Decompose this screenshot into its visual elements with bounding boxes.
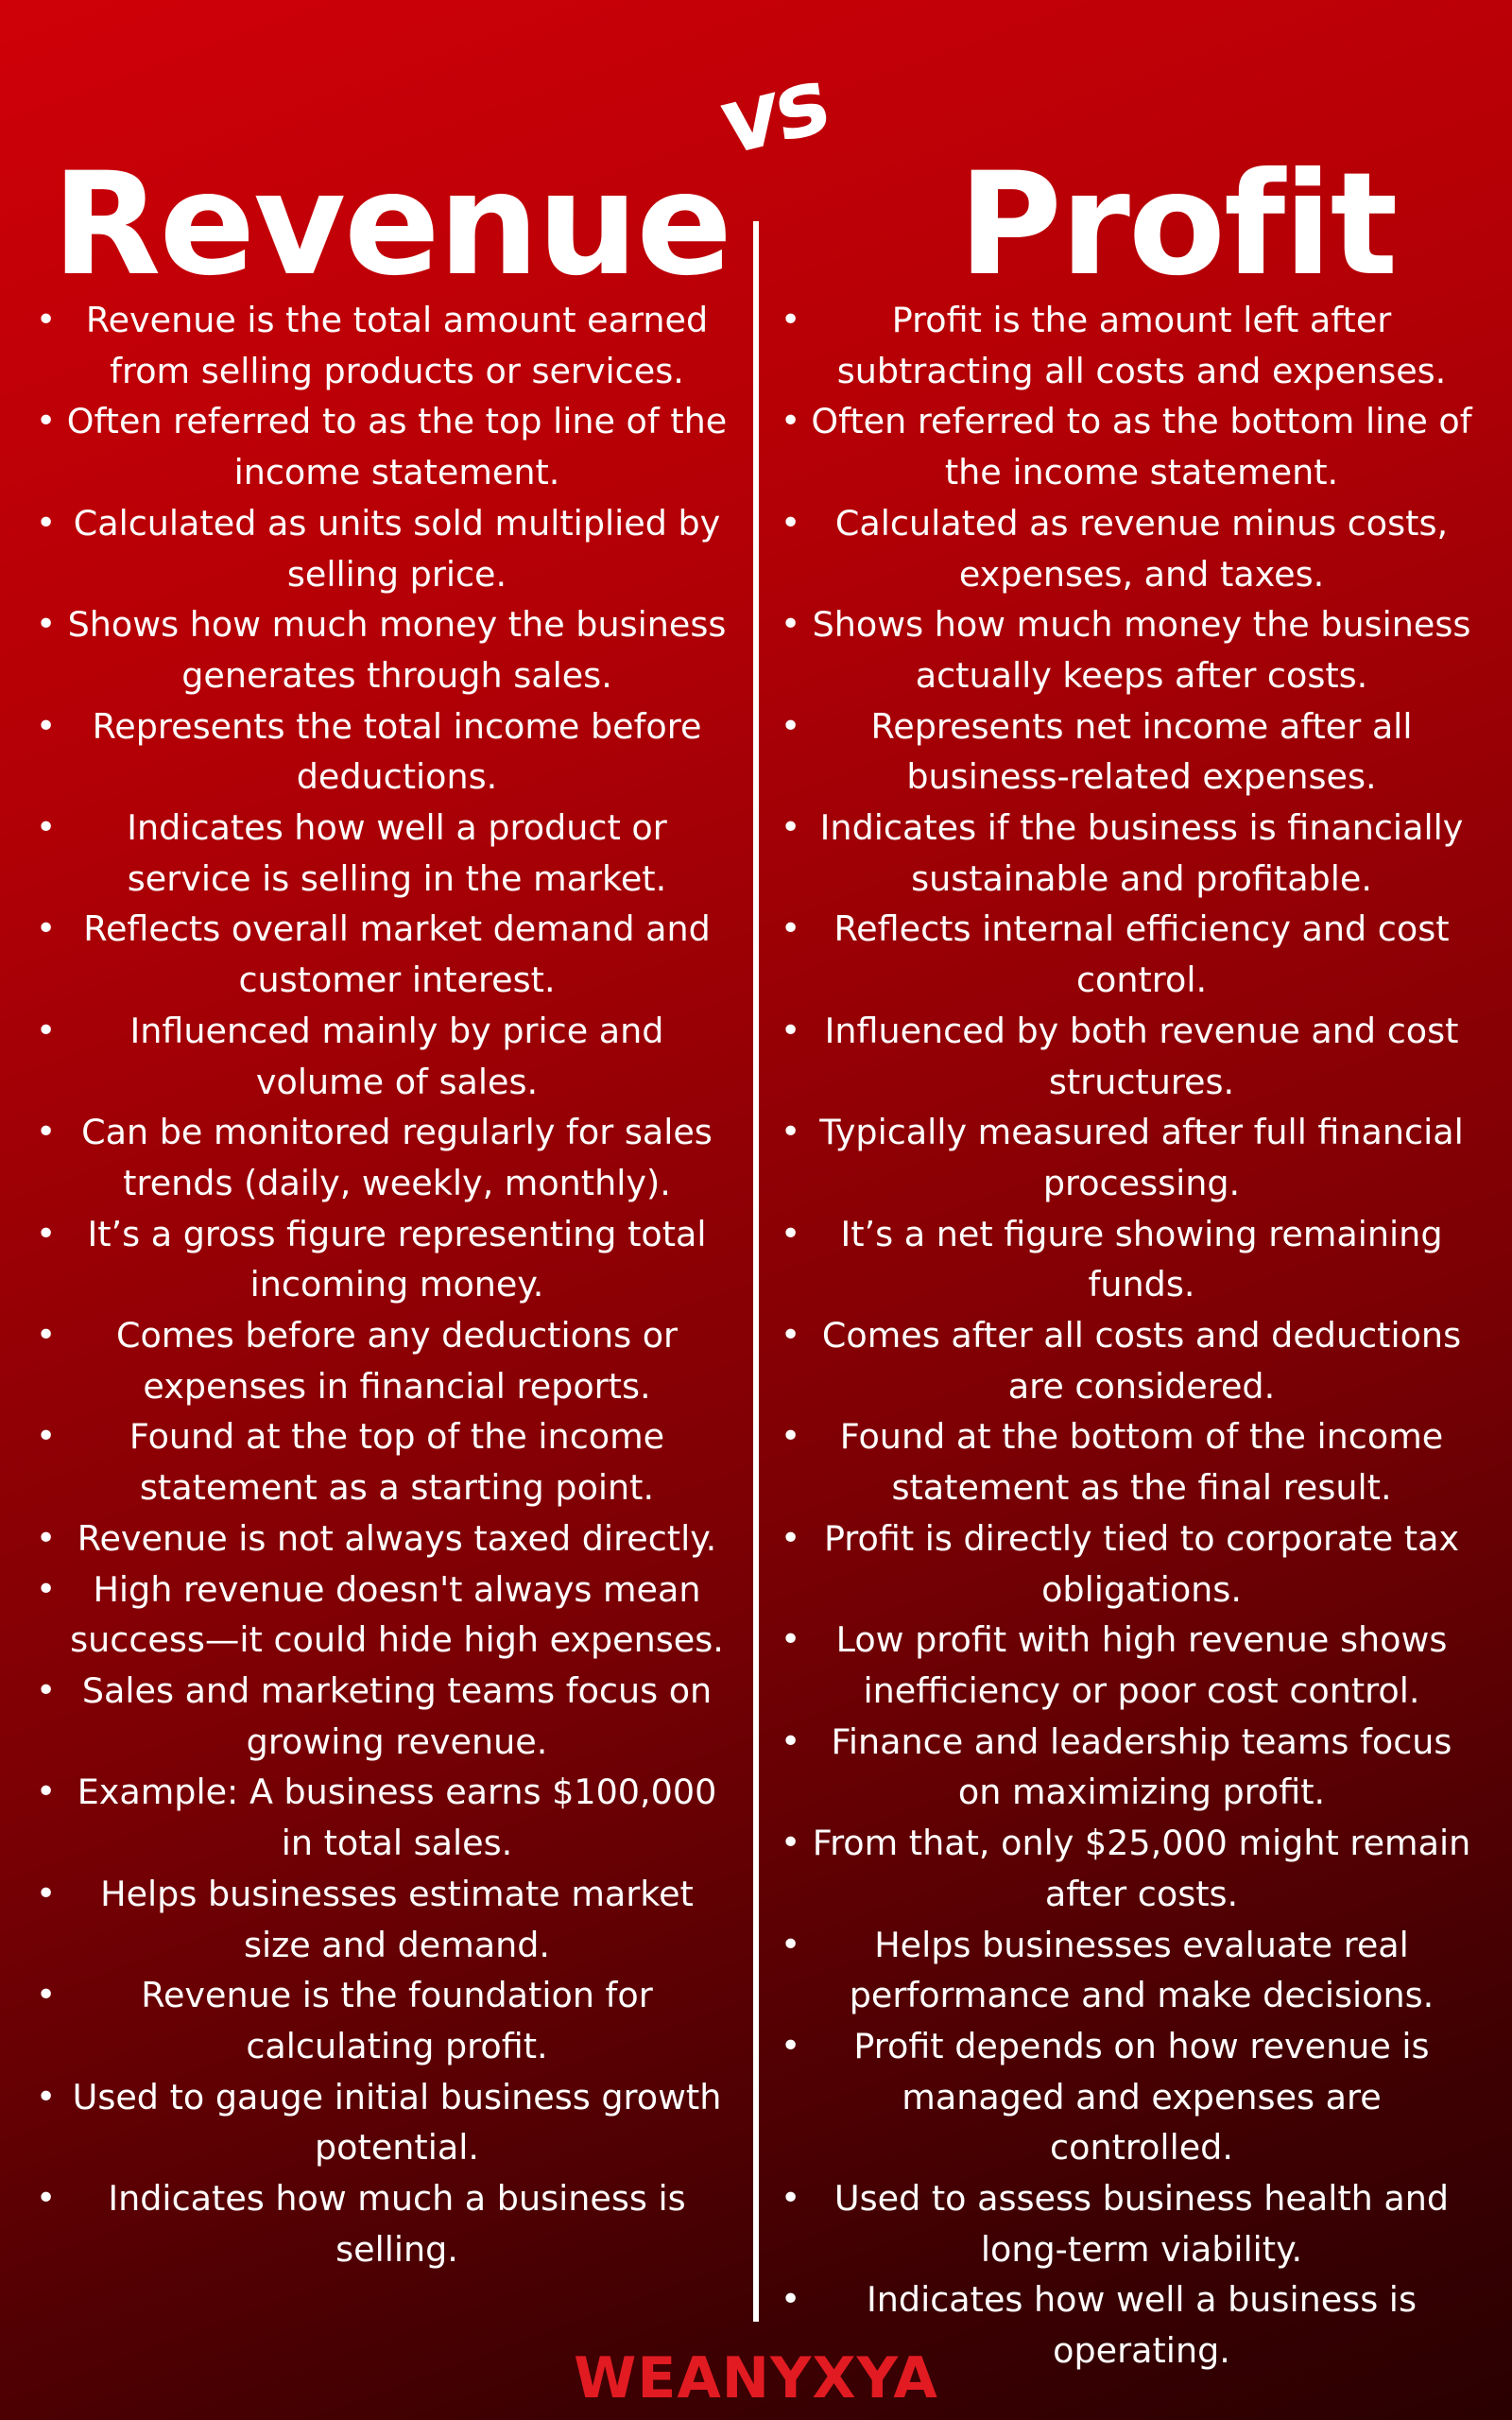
profit-point: • Indicates if the business is financially sustainable and profitable. — [781, 803, 1476, 904]
profit-point: • Profit is directly tied to corporate tax obligations. — [781, 1513, 1476, 1615]
profit-point: • Calculated as revenue minus costs, expenses, and taxes. — [781, 498, 1476, 599]
profit-point: • Found at the bottom of the income statement as the final result. — [781, 1411, 1476, 1512]
revenue-point: • Indicates how well a product or service is selling in the market. — [36, 803, 731, 904]
revenue-point: • Revenue is the foundation for calculating profit. — [36, 1970, 731, 2071]
profit-point: • It’s a net figure showing remaining funds. — [781, 1209, 1476, 1310]
column-divider — [753, 221, 759, 2322]
revenue-point: • High revenue doesn't always mean success—it could hide high expenses. — [36, 1564, 731, 1666]
revenue-point: • Often referred to as the top line of the income statement. — [36, 396, 731, 497]
revenue-point: • It’s a gross figure representing total incoming money. — [36, 1209, 731, 1310]
profit-point: • Helps businesses evaluate real performance and make decisions. — [781, 1920, 1476, 2021]
profit-point: • Used to assess business health and long-term viability. — [781, 2173, 1476, 2274]
revenue-point: • Sales and marketing teams focus on growing revenue. — [36, 1666, 731, 1767]
revenue-point: • Example: A business earns $100,000 in total sales. — [36, 1767, 731, 1868]
vs-label: vs — [713, 45, 832, 178]
profit-point: • Influenced by both revenue and cost structures. — [781, 1006, 1476, 1107]
revenue-point: • Represents the total income before deductions. — [36, 701, 731, 803]
brand-logo-text: WEANYXYA — [574, 2345, 938, 2411]
profit-title: Profit — [958, 142, 1397, 307]
profit-point: • Comes after all costs and deductions are considered. — [781, 1310, 1476, 1411]
revenue-title: Revenue — [52, 142, 731, 307]
revenue-point: • Calculated as units sold multiplied by selling price. — [36, 498, 731, 599]
profit-point: • Indicates how well a business is operating. — [781, 2274, 1476, 2376]
profit-point: • Shows how much money the business actually keeps after costs. — [781, 599, 1476, 700]
profit-point: • From that, only $25,000 might remain after costs. — [781, 1818, 1476, 1919]
profit-point: • Low profit with high revenue shows inefficiency or poor cost control. — [781, 1615, 1476, 1716]
revenue-list — [36, 295, 731, 2274]
profit-point: • Profit depends on how revenue is managed and expenses are controlled. — [781, 2021, 1476, 2173]
profit-point: • Reflects internal efficiency and cost control. — [781, 904, 1476, 1005]
revenue-point: • Indicates how much a business is selling. — [36, 2173, 731, 2274]
profit-point: • Profit is the amount left after subtracting all costs and expenses. — [781, 295, 1476, 396]
revenue-point: • Revenue is the total amount earned from selling products or services. — [36, 295, 731, 396]
profit-point: • Often referred to as the bottom line of the income statement. — [781, 396, 1476, 497]
profit-point: • Typically measured after full financial processing. — [781, 1107, 1476, 1208]
revenue-point: • Found at the top of the income statement as a starting point. — [36, 1411, 731, 1512]
revenue-point: • Helps businesses estimate market size and demand. — [36, 1869, 731, 1970]
revenue-point: • Revenue is not always taxed directly. — [36, 1513, 731, 1564]
revenue-point: • Can be monitored regularly for sales trends (daily, weekly, monthly). — [36, 1107, 731, 1208]
revenue-point: • Influenced mainly by price and volume of sales. — [36, 1006, 731, 1107]
profit-list — [781, 295, 1476, 2377]
revenue-point: • Reflects overall market demand and customer interest. — [36, 904, 731, 1005]
profit-point: • Represents net income after all business-related expenses. — [781, 701, 1476, 803]
revenue-point: • Shows how much money the business generates through sales. — [36, 599, 731, 700]
profit-point: • Finance and leadership teams focus on maximizing profit. — [781, 1717, 1476, 1818]
revenue-point: • Used to gauge initial business growth potential. — [36, 2072, 731, 2173]
revenue-point: • Comes before any deductions or expenses in financial reports. — [36, 1310, 731, 1411]
